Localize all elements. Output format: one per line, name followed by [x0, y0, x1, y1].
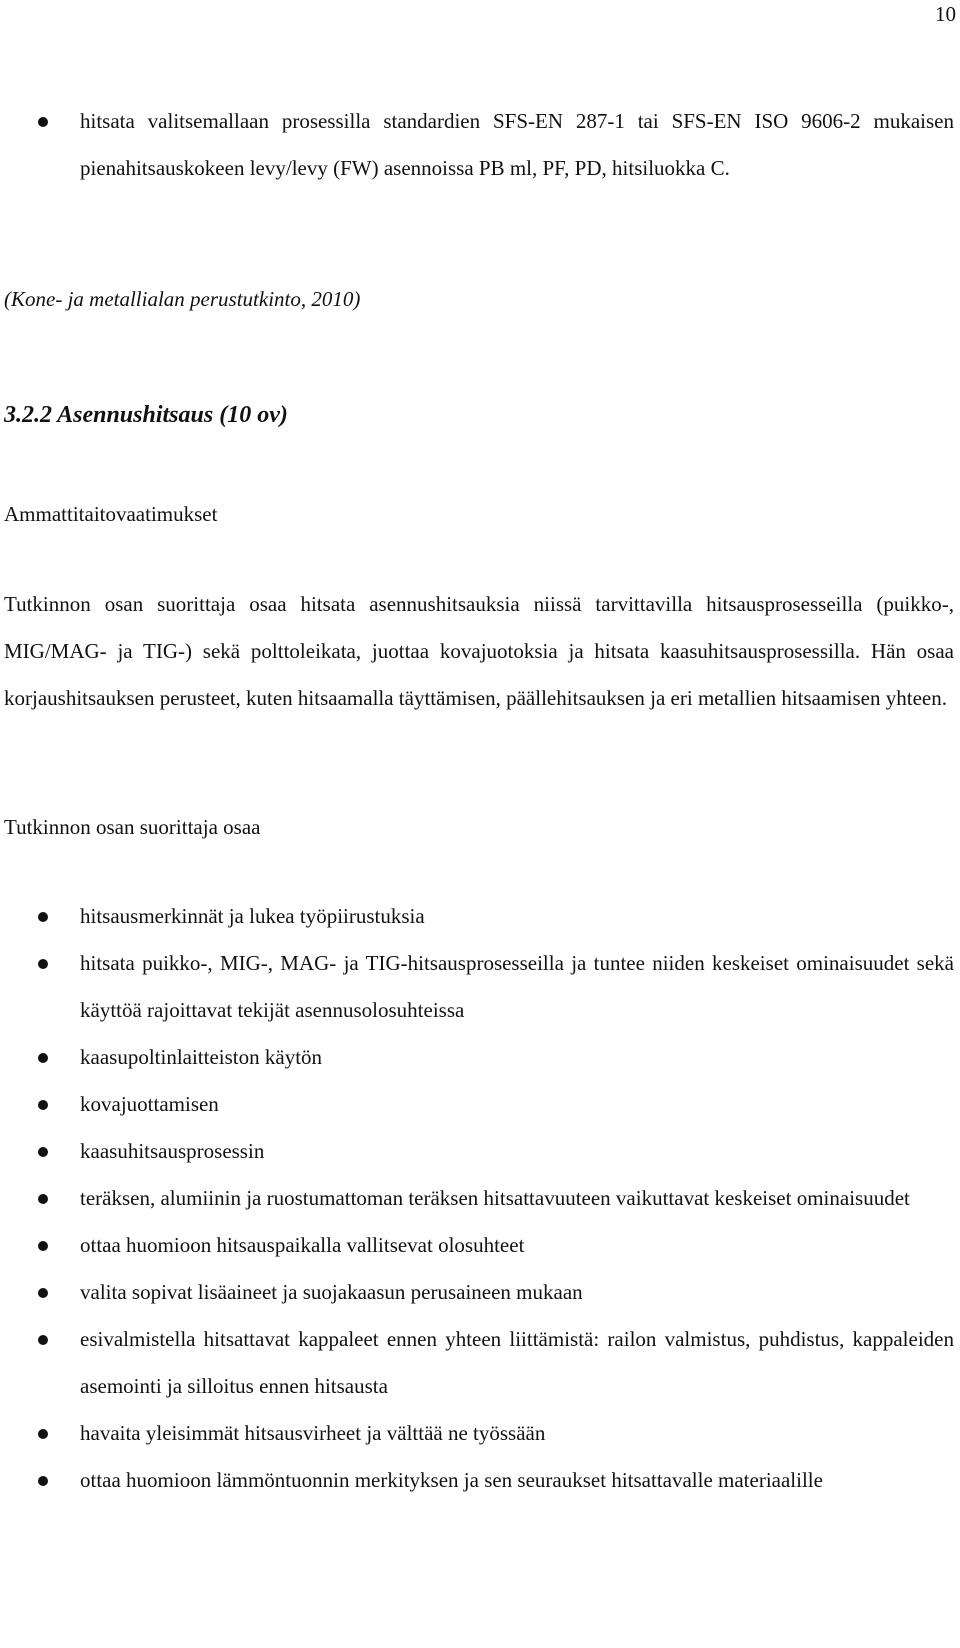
list-item-text: hitsausmerkinnät ja lukea työpiirustuksia: [80, 904, 425, 928]
list-item: [4, 940, 954, 1034]
list-item: [4, 98, 954, 192]
list-item-text: esivalmistella hitsattavat kappaleet ennen yhteen liittämistä: railon valmistus, puhdistus, kappaleiden asemointi ja silloitus ennen hitsausta: [80, 1327, 954, 1398]
bullet-icon: [38, 1429, 48, 1439]
page-number: 10: [935, 2, 956, 26]
bullet-icon: [38, 1335, 48, 1345]
top-bullet-list: [4, 98, 954, 192]
bullet-icon: [38, 1241, 48, 1251]
list-item-text: ottaa huomioon lämmöntuonnin merkityksen ja sen seuraukset hitsattavalle materiaalille: [80, 1468, 823, 1492]
list-item: [4, 1316, 954, 1410]
list-item: [4, 1457, 954, 1504]
skills-list: [4, 893, 954, 1504]
bullet-icon: [38, 1194, 48, 1204]
bullet-icon: [38, 912, 48, 922]
lead-in-text: Tutkinnon osan suorittaja osaa: [4, 815, 261, 839]
list-item-text: ottaa huomioon hitsauspaikalla vallitsevat olosuhteet: [80, 1233, 525, 1257]
bullet-icon: [38, 1100, 48, 1110]
intro-paragraph: Tutkinnon osan suorittaja osaa hitsata asennushitsauksia niissä tarvittavilla hitsausprosesseilla (puikko-, MIG/MAG- ja TIG-) sekä polttoleikata, juottaa kovajuotoksia ja hitsata kaasuhitsausprosessilla. Hän osaa korjaushitsauksen perusteet, kuten hitsaamalla täyttämisen, päällehitsauksen ja eri metallien hitsaamisen yhteen.: [4, 592, 954, 710]
bullet-icon: [38, 117, 48, 127]
list-item-text: havaita yleisimmät hitsausvirheet ja välttää ne työssään: [80, 1421, 546, 1445]
list-item: [4, 1175, 954, 1222]
list-item: [4, 1410, 954, 1457]
section-heading: 3.2.2 Asennushitsaus (10 ov): [4, 402, 288, 428]
subheading: Ammattitaitovaatimukset: [4, 502, 218, 526]
list-item: [4, 1128, 954, 1175]
list-item-text: kaasuhitsausprosessin: [80, 1139, 265, 1163]
source-note: (Kone- ja metallialan perustutkinto, 2010): [4, 287, 361, 311]
list-item-text: hitsata valitsemallaan prosessilla standardien SFS-EN 287-1 tai SFS-EN ISO 9606-2 mukaisen pienahitsauskokeen levy/levy (FW) asennoissa PB ml, PF, PD, hitsiluokka C.: [80, 109, 954, 180]
list-item-text: kovajuottamisen: [80, 1092, 219, 1116]
bullet-icon: [38, 1476, 48, 1486]
bullet-icon: [38, 1288, 48, 1298]
list-item: [4, 1222, 954, 1269]
list-item: [4, 893, 954, 940]
list-item: [4, 1269, 954, 1316]
list-item-text: valita sopivat lisäaineet ja suojakaasun perusaineen mukaan: [80, 1280, 583, 1304]
bullet-icon: [38, 1147, 48, 1157]
bullet-icon: [38, 959, 48, 969]
list-item: [4, 1081, 954, 1128]
list-item-text: kaasupoltinlaitteiston käytön: [80, 1045, 323, 1069]
list-item-text: teräksen, alumiinin ja ruostumattoman teräksen hitsattavuuteen vaikuttavat keskeiset ominaisuudet: [80, 1186, 910, 1210]
list-item: [4, 1034, 954, 1081]
list-item-text: hitsata puikko-, MIG-, MAG- ja TIG-hitsausprosesseilla ja tuntee niiden keskeiset ominaisuudet sekä käyttöä rajoittavat tekijät asennusolosuhteissa: [80, 951, 954, 1022]
bullet-icon: [38, 1053, 48, 1063]
